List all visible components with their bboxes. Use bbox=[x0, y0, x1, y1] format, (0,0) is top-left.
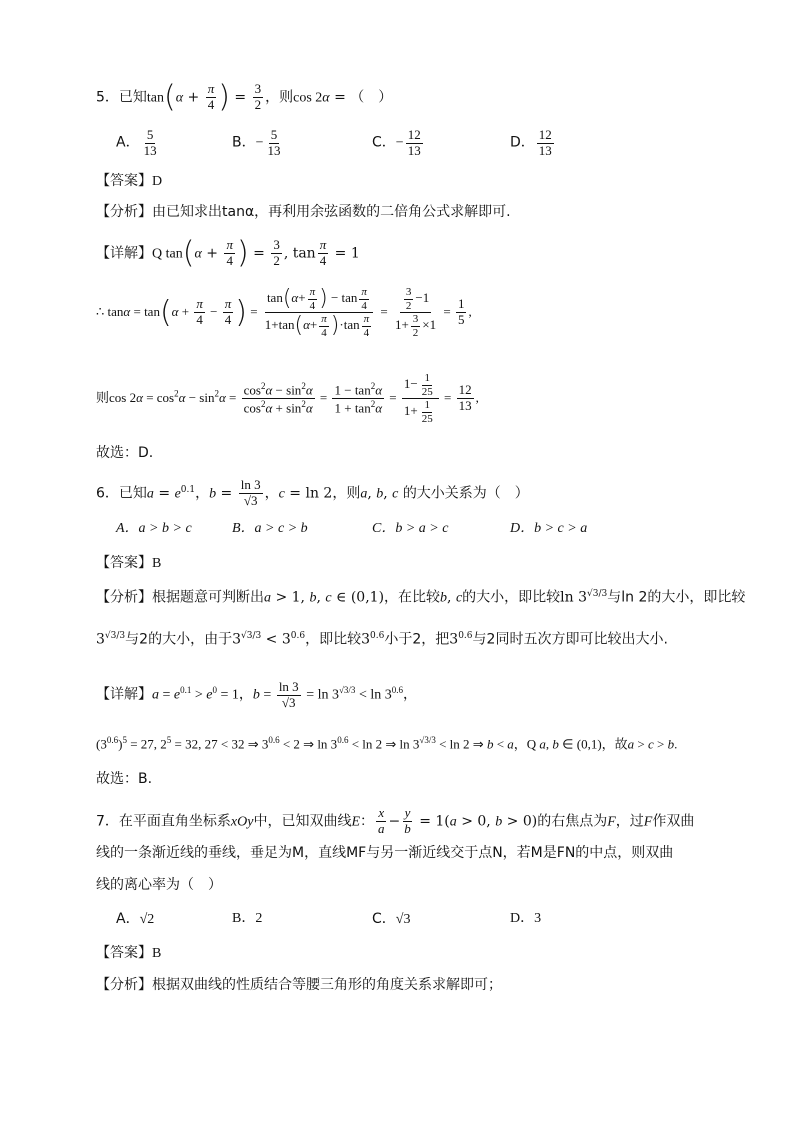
q5-detail-line3: 则$\cos 2\alpha = \cos^2\alpha - \sin^2\alpha$ = $\frac{\cos^2\alpha - \sin^2\alpha}{\cos^2\alpha + \sin^2\alpha}$ = $\frac{1 - \tan^2\alpha}{1 + \tan^2\alpha}$ = 1− $\frac{1}{25}$ 1+ $\frac{1}{25}$ = $\frac{12}{13}$ , bbox=[96, 372, 479, 425]
q5-analysis: 【分析】由已知求出tanα，再利用余弦函数的二倍角公式求解即可. bbox=[96, 204, 511, 220]
q5-stem-then: ，则 bbox=[265, 89, 294, 106]
q5-detail-line2: ∴ tanα = tan(α + $\frac{\pi}{4}$ − $\frac{\pi}{4}$ ) = tan(α+ $\frac{\pi}{4}$ ) − tan $\frac{\pi}{4}$ 1+tan(α+ $\frac{\pi}{4}$ )·tan $\frac{\pi}{4}$ = $\frac{3}{2}$ −1 1+ $\frac{3}{2}$ ×1 = $\frac{1}{5}$ , bbox=[96, 286, 472, 339]
q6-option-d[interactable]: D．b > c > a bbox=[510, 521, 588, 536]
q7-analysis: 【分析】根据双曲线的性质结合等腰三角形的角度关系求解即可； bbox=[96, 977, 502, 993]
q5-option-d[interactable]: D． $\frac{12}{13}$ bbox=[510, 127, 552, 158]
q6-detail-line2: $(3^{0.6})^5 = 27$, $2^5 = 32$, 27 < 32 ⇒ $3^{0.6} < 2$ ⇒ $\ln 3^{0.6} < \ln 2$ ⇒ $\ln 3^{√3/3} < \ln 2$ ⇒ b < a，Q a, b ∈ (0,1)，故a > c > b. bbox=[96, 735, 678, 753]
q5-choose: 故选：D. bbox=[96, 445, 154, 461]
q6-detail-line1: 【详解】$a = e^{0.1} > e^0 = 1$，b = $\frac{\ln 3}{√3}$ = $\ln 3^{√3/3} < \ln 3^{0.6}$， bbox=[96, 679, 417, 710]
q6-option-c[interactable]: C．b > a > c bbox=[372, 521, 449, 536]
q6-answer: 【答案】B bbox=[96, 555, 162, 571]
q7-option-c[interactable]: C．√3 bbox=[372, 911, 411, 927]
q7-option-b[interactable]: B．2 bbox=[232, 911, 263, 926]
q7-option-d[interactable]: D．3 bbox=[510, 911, 542, 926]
q5-stem-paren: （ ） bbox=[350, 89, 393, 106]
q5-option-b[interactable]: B．− $\frac{5}{13}$ bbox=[232, 127, 281, 158]
q7-answer: 【答案】B bbox=[96, 945, 162, 961]
q5-option-a[interactable]: A． $\frac{5}{13}$ bbox=[116, 127, 157, 158]
q6-stem: 6．已知$a = e^{0.1}$，b = $\frac{\ln 3}{√3}$ ，c = ln 2，则a, b, c 的大小关系为（ ） bbox=[96, 477, 529, 508]
q6-choose: 故选：B. bbox=[96, 771, 153, 787]
q7-stem-line2: 线的一条渐近线的垂线，垂足为M，直线MF与另一渐近线交于点N，若M是FN的中点，则双曲 bbox=[96, 845, 674, 861]
q6-analysis-line1: 【分析】根据题意可判断出a > 1, b, c ∈ (0,1)，在比较b, c的大小，即比较$\ln 3^{√3/3}$与ln 2的大小，即比较 bbox=[96, 589, 746, 606]
q5-option-c[interactable]: C．− $\frac{12}{13}$ bbox=[372, 127, 421, 158]
q7-option-a[interactable]: A．√2 bbox=[116, 911, 155, 927]
q7-stem-line1: 7．在平面直角坐标系xOy中，已知双曲线E： $\frac{x}{a}$ − $\frac{y}{b}$ = 1(a > 0, b > 0)的右焦点为F，过F作双曲 bbox=[96, 805, 695, 836]
q5-stem-prefix: 5．已知 bbox=[96, 89, 147, 106]
q6-option-b[interactable]: B．a > c > b bbox=[232, 521, 308, 536]
q5-answer: 【答案】D bbox=[96, 173, 163, 189]
q6-analysis-line2: $3^{√3/3}$与2的大小，由于$3^{√3/3} < 3^{0.6}$，即比较$3^{0.6}$小于2，把$3^{0.6}$与2同时五次方即可比较出大小. bbox=[96, 631, 668, 648]
q6-option-a[interactable]: A．a > b > c bbox=[116, 521, 192, 536]
q7-stem-line3: 线的离心率为（ ） bbox=[96, 877, 222, 893]
q5-stem: 5．已知tan(α + $\frac{\pi}{4}$ ) = $\frac{3}{2}$ ，则cos 2α = （ ） bbox=[96, 79, 393, 115]
q5-detail-line1: 【详解】Q tan(α + $\frac{\pi}{4}$ ) = $\frac{3}{2}$ , tan $\frac{\pi}{4}$ = 1 bbox=[96, 235, 360, 271]
